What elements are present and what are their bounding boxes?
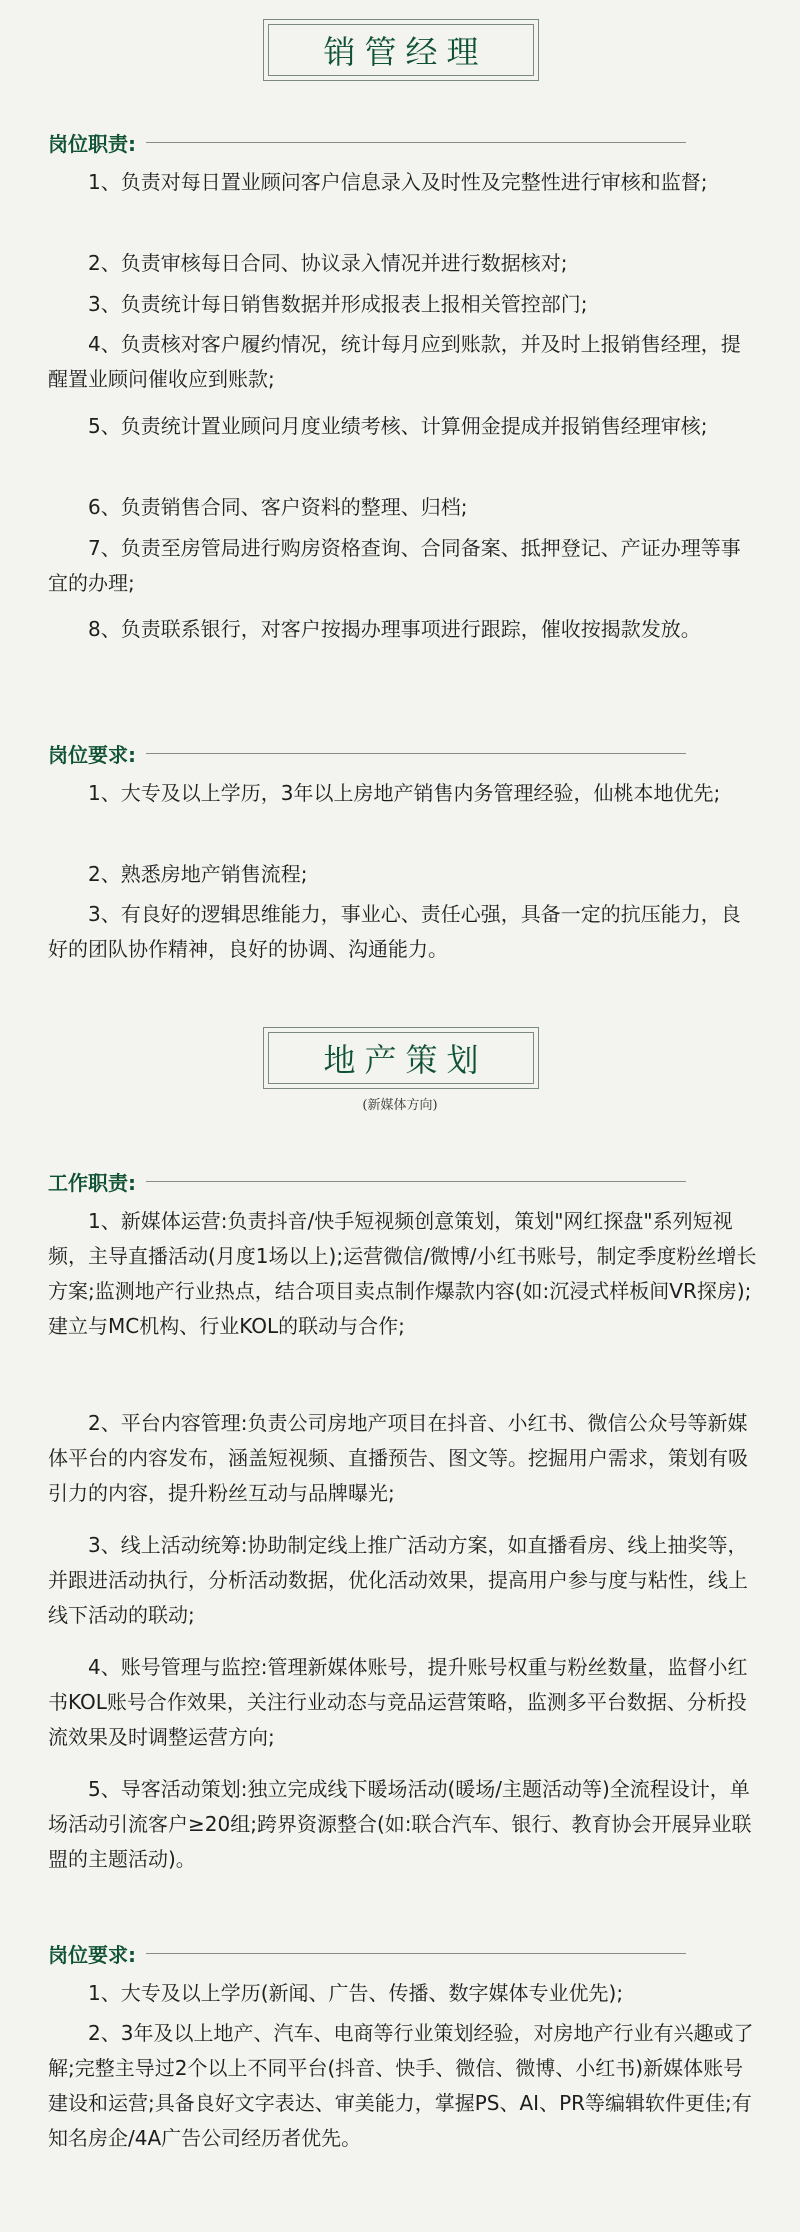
section2-duty-4: 4、账号管理与监控:管理新媒体账号，提升账号权重与粉丝数量，监督小红书KOL账号合作效果，关注行业动态与竞品运营策略，监测多平台数据、分析投流效果及时调整运营方向; — [48, 1655, 748, 1749]
section2-duties-heading — [48, 1166, 748, 1196]
section2-title: 地产策划 — [323, 1041, 488, 1079]
divider-line — [146, 1181, 686, 1182]
section2-req-label: 岗位要求: — [48, 1942, 136, 1967]
section1-title: 销管经理 — [323, 33, 488, 71]
section2-req-2: 2、3年及以上地产、汽车、电商等行业策划经验，对房地产行业有兴趣或了解;完整主导过2个以上不同平台(抖音、快手、微信、微博、小红书)新媒体账号建设和运营;具备良好文字表达、审美能力，掌握PS、AI、PR等编辑软件更佳;有知名房企/4A广告公司经历者优先。 — [48, 2021, 754, 2150]
section1-req-label: 岗位要求: — [48, 742, 136, 767]
divider-line — [146, 753, 686, 754]
divider-line — [146, 142, 686, 143]
section1-req-2: 2、熟悉房地产销售流程; — [88, 862, 308, 886]
section1-duty-1: 1、负责对每日置业顾问客户信息录入及时性及完整性进行审核和监督; — [88, 170, 708, 194]
section2-subtitle: (新媒体方向) — [362, 1098, 438, 1113]
section1-duty-6: 6、负责销售合同、客户资料的整理、归档; — [88, 495, 468, 519]
section2-duty-3: 3、线上活动统筹:协助制定线上推广活动方案，如直播看房、线上抽奖等，并跟进活动执行，分析活动数据，优化活动效果，提高用户参与度与粘性，线上线下活动的联动; — [48, 1533, 748, 1627]
section2-duty-2: 2、平台内容管理:负责公司房地产项目在抖音、小红书、微信公众号等新媒体平台的内容发布，涵盖短视频、直播预告、图文等。挖掘用户需求，策划有吸引力的内容，提升粉丝互动与品牌曝光; — [48, 1411, 748, 1505]
section2-duty-1: 1、新媒体运营:负责抖音/快手短视频创意策划，策划"网红探盘"系列短视频，主导直播活动(月度1场以上);运营微信/微博/小红书账号，制定季度粉丝增长方案;监测地产行业热点，结合项目卖点制作爆款内容(如:沉浸式样板间VR探房);建立与MC机构、行业KOL的联动与合作; — [48, 1209, 757, 1338]
section2-duties-label: 工作职责: — [48, 1170, 136, 1195]
section1-duty-5: 5、负责统计置业顾问月度业绩考核、计算佣金提成并报销售经理审核; — [88, 414, 708, 438]
section2-duty-5: 5、导客活动策划:独立完成线下暖场活动(暖场/主题活动等)全流程设计，单场活动引流客户≥20组;跨界资源整合(如:联合汽车、银行、教育协会开展异业联盟的主题活动)。 — [48, 1777, 752, 1871]
section1-req-1: 1、大专及以上学历，3年以上房地产销售内务管理经验，仙桃本地优先; — [88, 781, 721, 805]
section2-title-box — [268, 1032, 534, 1084]
section1-duty-2: 2、负责审核每日合同、协议录入情况并进行数据核对; — [88, 251, 568, 275]
section2-req-heading — [48, 1938, 748, 1968]
section1-duties-heading — [48, 127, 748, 157]
section1-title-box — [268, 24, 534, 76]
section1-duty-3: 3、负责统计每日销售数据并形成报表上报相关管控部门; — [88, 292, 588, 316]
section2-req-1: 1、大专及以上学历(新闻、广告、传播、数字媒体专业优先); — [88, 1981, 624, 2005]
divider-line — [146, 1953, 686, 1954]
section1-duty-7: 7、负责至房管局进行购房资格查询、合同备案、抵押登记、产证办理等事宜的办理; — [48, 536, 741, 595]
section1-duties-label: 岗位职责: — [48, 131, 136, 156]
section1-req-heading — [48, 738, 748, 768]
section1-duty-8: 8、负责联系银行，对客户按揭办理事项进行跟踪，催收按揭款发放。 — [88, 617, 701, 641]
section1-req-3: 3、有良好的逻辑思维能力，事业心、责任心强，具备一定的抗压能力，良好的团队协作精神，良好的协调、沟通能力。 — [48, 902, 741, 961]
section1-duty-4: 4、负责核对客户履约情况，统计每月应到账款，并及时上报销售经理，提醒置业顾问催收应到账款; — [48, 332, 741, 391]
